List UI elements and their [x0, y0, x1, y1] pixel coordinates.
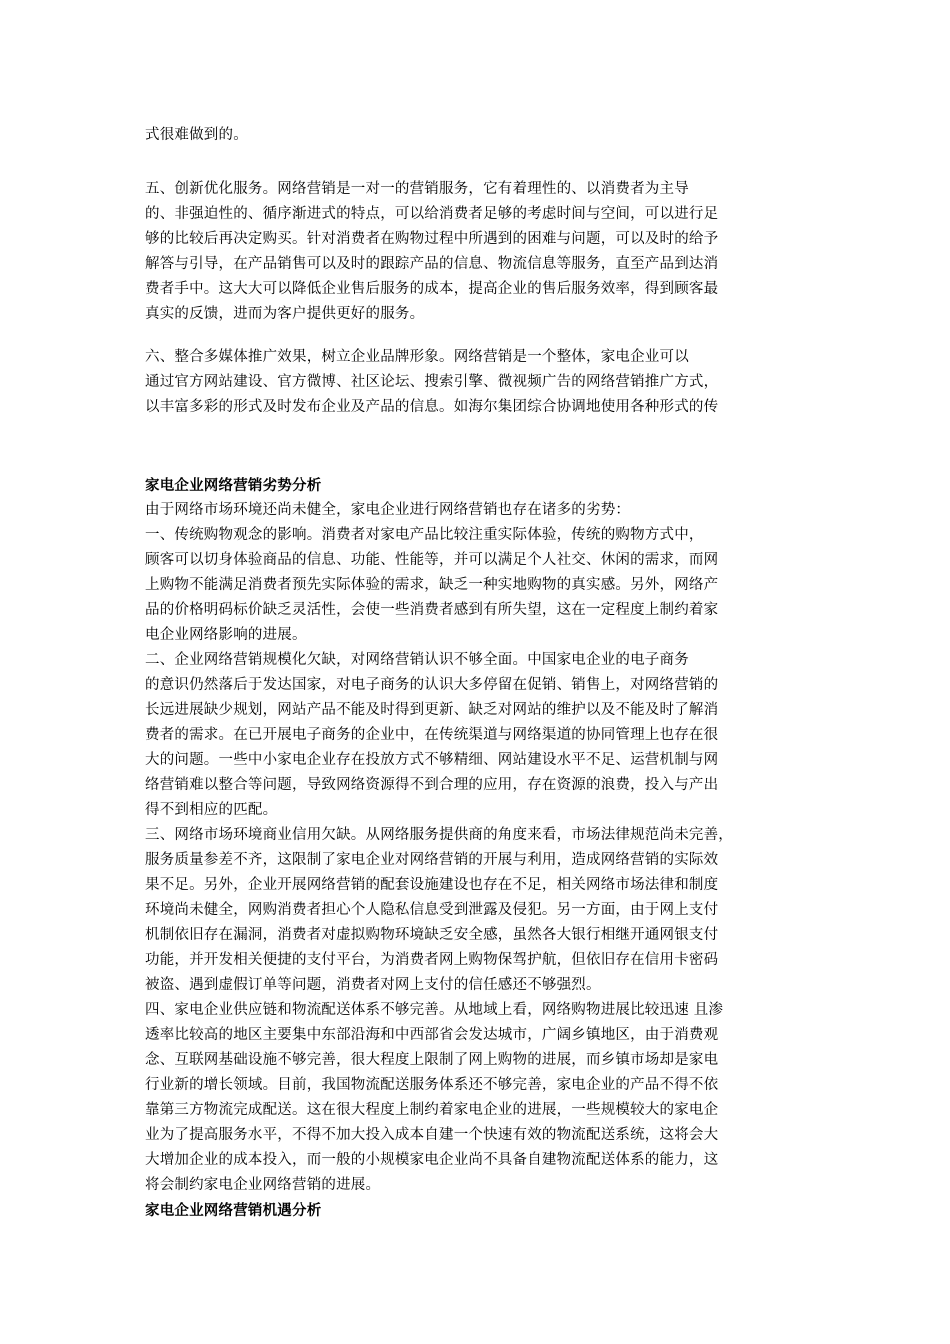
- text-line: 得不到相应的匹配。: [145, 802, 278, 818]
- section-heading-opportunity: 家电企业网络营销机遇分析: [145, 1202, 322, 1219]
- text-line: 以丰富多彩的形式及时发布企业及产品的信息。如海尔集团综合协调地使用各种形式的传: [145, 399, 719, 415]
- text-line: 上购物不能满足消费者预先实际体验的需求，缺乏一种实地购物的真实感。另外，网络产: [145, 577, 719, 593]
- text-line: 够的比较后再决定购买。针对消费者在购物过程中所遇到的困难与问题，可以及时的给予: [145, 231, 719, 247]
- text-line: 三、网络市场环境商业信用欠缺。从网络服务提供商的角度来看，市场法律规范尚未完善，: [145, 827, 733, 843]
- text-line: 由于网络市场环境还尚未健全，家电企业进行网络营销也存在诸多的劣势：: [145, 502, 631, 518]
- section-weakness-analysis: [145, 473, 825, 1223]
- text-line: 被盗、遇到虚假订单等问题，消费者对网上支付的信任感还不够强烈。: [145, 977, 601, 993]
- paragraph-innovation-service: [145, 177, 825, 327]
- paragraph-continuation: [145, 123, 825, 148]
- text-line: 业为了提高服务水平，不得不加大投入成本自建一个快速有效的物流配送系统，这将会大: [145, 1127, 719, 1143]
- text-line: 络营销难以整合等问题，导致网络资源得不到合理的应用，存在资源的浪费，投入与产出: [145, 777, 719, 793]
- text-line: 顾客可以切身体验商品的信息、功能、性能等，并可以满足个人社交、休闲的需求，而网: [145, 552, 719, 568]
- text-line: 的、非强迫性的、循序渐进式的特点，可以给消费者足够的考虑时间与空间，可以进行足: [145, 206, 719, 222]
- text-line: 环境尚未健全，网购消费者担心个人隐私信息受到泄露及侵犯。另一方面，由于网上支付: [145, 902, 719, 918]
- text-line: 大的问题。一些中小家电企业存在投放方式不够精细、网站建设水平不足、运营机制与网: [145, 752, 719, 768]
- text-line: 费者的需求。在已开展电子商务的企业中，在传统渠道与网络渠道的协同管理上也存在很: [145, 727, 719, 743]
- text-line: 式很难做到的。: [145, 127, 248, 143]
- text-line: 大增加企业的成本投入，而一般的小规模家电企业尚不具备自建物流配送体系的能力，这: [145, 1152, 719, 1168]
- text-line: 品的价格明码标价缺乏灵活性，会使一些消费者感到有所失望，这在一定程度上制约着家: [145, 602, 719, 618]
- text-line: 解答与引导，在产品销售可以及时的跟踪产品的信息、物流信息等服务，直至产品到达消: [145, 256, 719, 272]
- text-line: 通过官方网站建设、官方微博、社区论坛、搜索引擎、微视频广告的网络营销推广方式，: [145, 374, 719, 390]
- text-line: 费者手中。这大大可以降低企业售后服务的成本，提高企业的售后服务效率，得到顾客最: [145, 281, 719, 297]
- text-line: 机制依旧存在漏洞，消费者对虚拟购物环境缺乏安全感，虽然各大银行相继开通网银支付: [145, 927, 719, 943]
- text-line: 靠第三方物流完成配送。这在很大程度上制约着家电企业的进展，一些规模较大的家电企: [145, 1102, 719, 1118]
- text-line: 服务质量参差不齐，这限制了家电企业对网络营销的开展与利用，造成网络营销的实际效: [145, 852, 719, 868]
- text-line: 一、传统购物观念的影响。消费者对家电产品比较注重实际体验，传统的购物方式中，: [145, 527, 704, 543]
- text-line: 电企业网络影响的进展。: [145, 627, 307, 643]
- text-line: 行业新的增长领域。目前，我国物流配送服务体系还不够完善，家电企业的产品不得不依: [145, 1077, 719, 1093]
- text-line: 五、创新优化服务。网络营销是一对一的营销服务，它有着理性的、以消费者为主导: [145, 181, 689, 197]
- paragraph-multimedia-promotion: [145, 345, 825, 420]
- text-line: 真实的反馈，进而为客户提供更好的服务。: [145, 306, 425, 322]
- text-line: 将会制约家电企业网络营销的进展。: [145, 1177, 381, 1193]
- text-line: 功能，并开发相关便捷的支付平台，为消费者网上购物保驾护航，但依旧存在信用卡密码: [145, 952, 719, 968]
- section-heading: 家电企业网络营销劣势分析: [145, 477, 322, 494]
- text-line: 念、互联网基础设施不够完善，很大程度上限制了网上购物的进展，而乡镇市场却是家电: [145, 1052, 719, 1068]
- text-line: 四、家电企业供应链和物流配送体系不够完善。从地域上看，网络购物进展比较迅速 且渗: [145, 1002, 724, 1018]
- text-line: 六、整合多媒体推广效果，树立企业品牌形象。网络营销是一个整体，家电企业可以: [145, 349, 689, 365]
- text-line: 二、企业网络营销规模化欠缺，对网络营销认识不够全面。中国家电企业的电子商务: [145, 652, 689, 668]
- text-line: 长远进展缺少规划，网站产品不能及时得到更新、缺乏对网站的维护以及不能及时了解消: [145, 702, 719, 718]
- text-line: 的意识仍然落后于发达国家，对电子商务的认识大多停留在促销、销售上，对网络营销的: [145, 677, 719, 693]
- text-line: 果不足。另外，企业开展网络营销的配套设施建设也存在不足，相关网络市场法律和制度: [145, 877, 719, 893]
- text-line: 透率比较高的地区主要集中东部沿海和中西部省会发达城市，广阔乡镇地区，由于消费观: [145, 1027, 719, 1043]
